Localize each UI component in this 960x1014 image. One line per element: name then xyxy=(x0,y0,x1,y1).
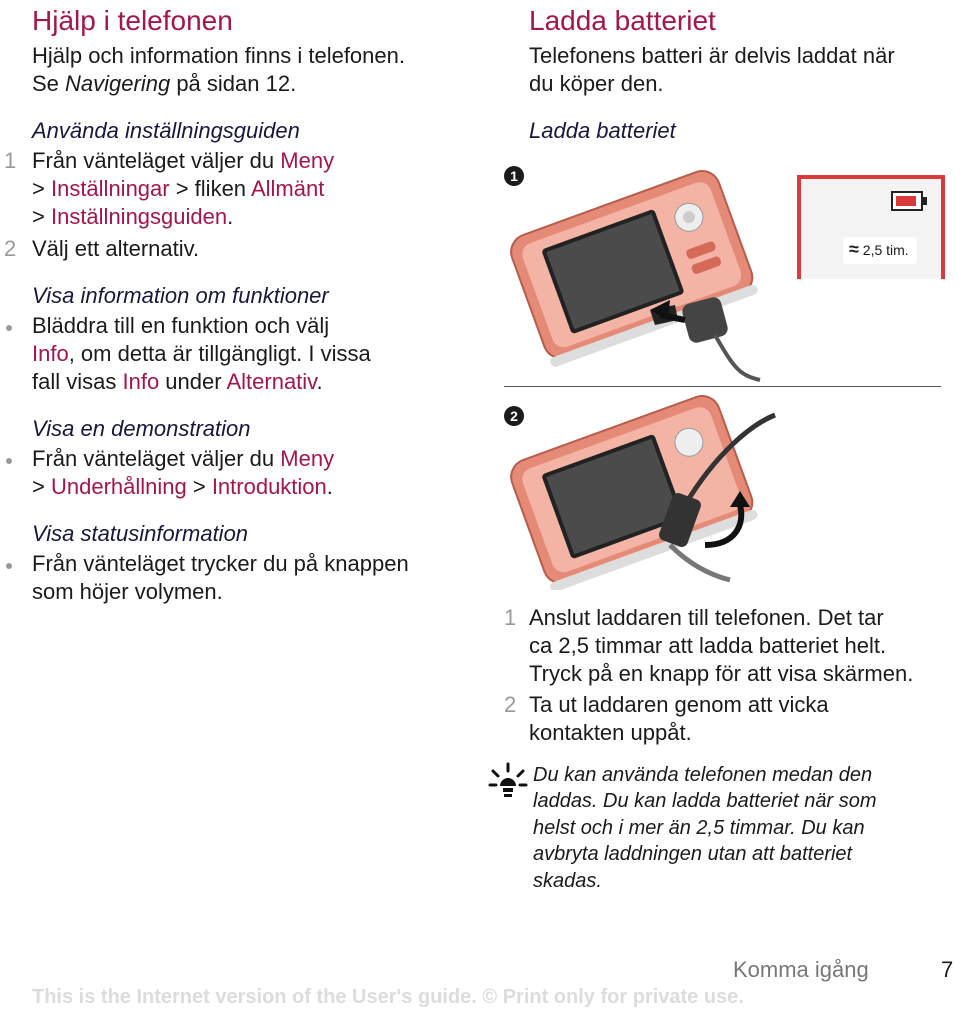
text: > xyxy=(32,176,51,201)
info-heading: Visa information om funktioner xyxy=(32,283,329,308)
charge-step1-line3: Tryck på en knapp för att visa skärmen. xyxy=(529,661,914,686)
text: > xyxy=(186,474,212,499)
navigation-ref[interactable]: Navigering xyxy=(65,71,171,96)
text: > xyxy=(32,204,51,229)
text: Från vänteläget väljer du xyxy=(32,148,281,173)
charge-subheading: Ladda batteriet xyxy=(529,118,676,143)
demo-line1 xyxy=(32,445,334,473)
text: . xyxy=(316,369,323,394)
help-intro-line2 xyxy=(32,70,296,98)
status-line2: som höjer volymen. xyxy=(32,579,223,604)
figure-divider xyxy=(504,386,941,387)
guide-step1-line3 xyxy=(32,203,233,231)
step-number: 1 xyxy=(4,148,17,173)
text: under xyxy=(159,369,227,394)
watermark: This is the Internet version of the User's guide. © Print only for private use. xyxy=(32,986,744,1008)
phone-unplug-illustration xyxy=(500,395,780,590)
tip-line2: laddas. Du kan ladda batteriet när som xyxy=(533,790,877,812)
page-number: 7 xyxy=(941,957,954,982)
status-line1: Från vänteläget trycker du på knappen xyxy=(32,551,409,576)
text: . xyxy=(326,474,333,499)
info-line2 xyxy=(32,340,371,368)
phone-charging-illustration xyxy=(500,160,790,385)
status-heading: Visa statusinformation xyxy=(32,521,249,546)
bullet xyxy=(6,563,12,569)
section-title-help: Hjälp i telefonen xyxy=(32,5,233,36)
guide-step1-line2 xyxy=(32,175,324,203)
phone-icon xyxy=(506,395,759,590)
charge-step1-line1: Anslut laddaren till telefonen. Det tar xyxy=(529,605,884,630)
menu-ref: Meny xyxy=(280,148,335,173)
help-intro-line1: Hjälp och information finns i telefonen. xyxy=(32,43,405,68)
text: på sidan 12. xyxy=(170,71,297,96)
info-ref: Info xyxy=(32,341,69,366)
battery-intro-line2: du köper den. xyxy=(529,71,664,96)
figure-number-1: 1 xyxy=(504,166,524,186)
battery-status-inset xyxy=(797,175,945,279)
menu-ref: Meny xyxy=(280,446,335,471)
text: fall visas xyxy=(32,369,123,394)
text: > fliken xyxy=(169,176,251,201)
figure-number-2: 2 xyxy=(504,406,524,426)
entertainment-ref: Underhållning xyxy=(50,474,187,499)
info-line1: Bläddra till en funktion och välj xyxy=(32,313,330,338)
text: > xyxy=(32,474,51,499)
setup-guide-ref: Inställningsguiden xyxy=(50,204,228,229)
charge-step2-line2: kontakten uppåt. xyxy=(529,720,692,745)
charge-time-label xyxy=(843,237,917,264)
charger-plug-icon xyxy=(650,296,760,380)
tip-line5: skadas. xyxy=(533,870,602,892)
charge-time: 2,5 tim. xyxy=(862,242,909,258)
demo-heading: Visa en demonstration xyxy=(32,416,251,441)
phone-icon xyxy=(506,166,759,368)
settings-ref: Inställningar xyxy=(50,176,170,201)
options-ref: Alternativ xyxy=(226,369,317,394)
introduction-ref: Introduktion xyxy=(211,474,327,499)
demo-line2 xyxy=(32,473,333,501)
text: Från vänteläget väljer du xyxy=(32,446,281,471)
text: Se xyxy=(32,71,66,96)
charge-step1-line2: ca 2,5 timmar att ladda batteriet helt. xyxy=(529,633,887,658)
text: . xyxy=(227,204,234,229)
charge-step2-line1: Ta ut laddaren genom att vicka xyxy=(529,692,829,717)
info-ref: Info xyxy=(122,369,160,394)
tip-line3: helst och i mer än 2,5 timmar. Du kan xyxy=(533,817,865,839)
tip-line4: avbryta laddningen utan att batteriet xyxy=(533,843,853,865)
bullet xyxy=(6,458,12,464)
general-tab-ref: Allmänt xyxy=(250,176,325,201)
lightbulb-icon xyxy=(488,762,528,802)
section-title-battery: Ladda batteriet xyxy=(529,5,716,36)
battery-charging-icon xyxy=(891,191,923,211)
text: , om detta är tillgängligt. I vissa xyxy=(68,341,371,366)
footer-section-name: Komma igång xyxy=(733,957,869,982)
guide-step2: Välj ett alternativ. xyxy=(32,236,200,261)
step-number: 1 xyxy=(504,605,517,630)
bullet xyxy=(6,325,12,331)
guide-step1-line1 xyxy=(32,147,334,175)
approx-symbol: ≈ xyxy=(849,239,859,259)
guide-heading: Använda inställningsguiden xyxy=(32,118,300,143)
battery-intro-line1: Telefonens batteri är delvis laddat när xyxy=(529,43,895,68)
step-number: 2 xyxy=(4,236,17,261)
step-number: 2 xyxy=(504,692,517,717)
tip-line1: Du kan använda telefonen medan den xyxy=(533,764,873,786)
info-line3 xyxy=(32,368,323,396)
